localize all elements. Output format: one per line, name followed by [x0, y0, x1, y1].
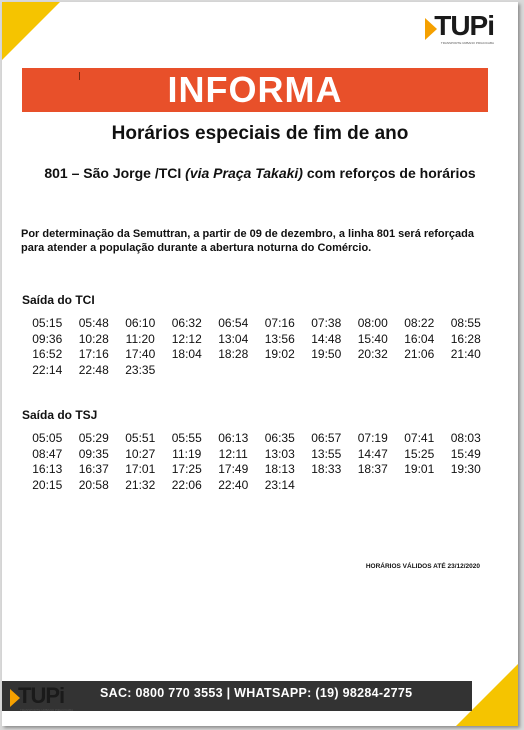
schedule-time: 18:28: [218, 347, 249, 361]
schedule-time: 14:48: [311, 331, 342, 346]
schedule-time: 13:04: [218, 331, 249, 346]
schedule-time: 06:57: [311, 431, 342, 445]
subtitle-prefix: 801 – São Jorge /TCI: [44, 165, 186, 181]
footer-contact: SAC: 0800 770 3553 | WHATSAPP: (19) 98284-2775: [100, 686, 413, 700]
schedule-time: 05:05: [32, 431, 63, 445]
schedule-time: 19:01: [404, 462, 435, 476]
schedule-time: 05:55: [171, 431, 202, 445]
schedule-time: 15:40: [357, 331, 388, 346]
section-title-tsj: Saída do TSJ: [22, 408, 98, 422]
schedule-time: 18:37: [357, 462, 388, 476]
schedule-time: 10:28: [78, 331, 109, 346]
schedule-time: 22:40: [218, 477, 249, 492]
schedule-time: 13:03: [264, 446, 295, 461]
schedule-time: 06:13: [218, 431, 249, 445]
schedule-time: 15:25: [404, 446, 435, 461]
tupi-logo-bottom: [10, 683, 74, 712]
banner-tick: [79, 72, 80, 80]
schedule-time: 05:15: [32, 316, 63, 330]
corner-decoration-top-left: [2, 2, 60, 60]
schedule-time: 08:03: [450, 431, 481, 445]
informa-banner: INFORMA: [22, 68, 488, 112]
schedule-time: 11:19: [172, 446, 202, 461]
schedule-time: 20:15: [32, 477, 63, 492]
schedule-time: 06:10: [125, 316, 156, 330]
schedule-time: 15:49: [450, 446, 481, 461]
schedule-time: 22:06: [171, 477, 202, 492]
schedule-time: 16:37: [78, 462, 109, 476]
logo-tagline: TRANSPORTE URBANO PIRACICABA: [440, 41, 494, 45]
schedule-time: 17:01: [125, 462, 156, 476]
document-page: [2, 2, 518, 726]
schedule-time: 05:29: [78, 431, 109, 445]
logo-tagline: TRANSPORTE URBANO PIRACICABA: [20, 708, 74, 712]
line-subtitle: [2, 165, 518, 181]
schedule-time: 07:16: [264, 316, 295, 330]
schedule-time: 16:04: [404, 331, 435, 346]
subtitle-suffix: com reforços de horários: [302, 165, 476, 181]
schedule-time: 18:13: [264, 462, 295, 476]
section-title-tci: Saída do TCI: [22, 293, 95, 307]
page-title: Horários especiais de fim de ano: [111, 123, 409, 144]
schedule-time: 12:12: [171, 331, 202, 346]
schedule-time: 08:22: [404, 316, 435, 330]
schedule-time: 08:55: [450, 316, 481, 330]
subtitle-route: (via Praça Takaki): [185, 165, 303, 181]
schedule-time: 19:02: [264, 347, 295, 361]
schedule-time: 07:41: [404, 431, 435, 445]
schedule-time: 18:33: [311, 462, 342, 476]
schedule-time: 19:50: [311, 347, 342, 361]
schedule-time: 17:16: [78, 347, 109, 361]
schedule-time: 19:30: [450, 462, 481, 476]
schedule-time: 20:58: [78, 477, 109, 492]
schedule-time: 13:56: [264, 331, 295, 346]
logo-arrow-icon: [10, 689, 20, 707]
schedule-time: 17:49: [218, 462, 249, 476]
schedule-time: 22:14: [32, 362, 63, 377]
schedule-time: 14:47: [357, 446, 388, 461]
schedule-time: 07:38: [311, 316, 342, 330]
schedule-time: 23:14: [264, 477, 295, 492]
schedule-time: 17:40: [125, 347, 156, 361]
schedule-time: 18:04: [171, 347, 202, 361]
schedule-time: 16:13: [32, 462, 63, 476]
schedule-time: 09:35: [78, 446, 109, 461]
schedule-time: 07:19: [357, 431, 388, 445]
notice-paragraph: Por determinação da Semuttran, a partir de 09 de dezembro, a linha 801 será reforçada para atender a população durante a abertura noturna do Comércio.: [21, 228, 475, 254]
schedule-time: 21:06: [404, 347, 435, 361]
tupi-logo-top: [425, 10, 494, 45]
schedule-time: 06:54: [218, 316, 249, 330]
schedule-time: 16:28: [450, 331, 481, 346]
schedule-time: 06:35: [264, 431, 295, 445]
logo-text: TUPi: [18, 683, 65, 708]
validity-note: HORÁRIOS VÁLIDOS ATÉ 23/12/2020: [365, 563, 480, 570]
schedule-time: 12:11: [218, 446, 248, 461]
schedule-time: 23:35: [125, 362, 156, 377]
schedule-grid-tci: [24, 316, 494, 377]
logo-arrow-icon: [425, 18, 437, 40]
logo-text: TUPi: [434, 10, 494, 41]
schedule-time: 21:40: [450, 347, 481, 361]
schedule-time: 09:36: [32, 331, 63, 346]
schedule-time: 21:32: [125, 477, 156, 492]
schedule-time: 08:00: [357, 316, 388, 330]
schedule-time: 11:20: [125, 331, 155, 346]
schedule-grid-tsj: [24, 431, 494, 492]
schedule-time: 05:51: [125, 431, 156, 445]
schedule-time: 17:25: [171, 462, 202, 476]
schedule-time: 08:47: [32, 446, 63, 461]
schedule-time: 13:55: [311, 446, 342, 461]
schedule-time: 22:48: [78, 362, 109, 377]
schedule-time: 10:27: [125, 446, 156, 461]
schedule-time: 16:52: [32, 347, 63, 361]
schedule-time: 05:48: [78, 316, 109, 330]
schedule-time: 06:32: [171, 316, 202, 330]
schedule-time: 20:32: [357, 347, 388, 361]
